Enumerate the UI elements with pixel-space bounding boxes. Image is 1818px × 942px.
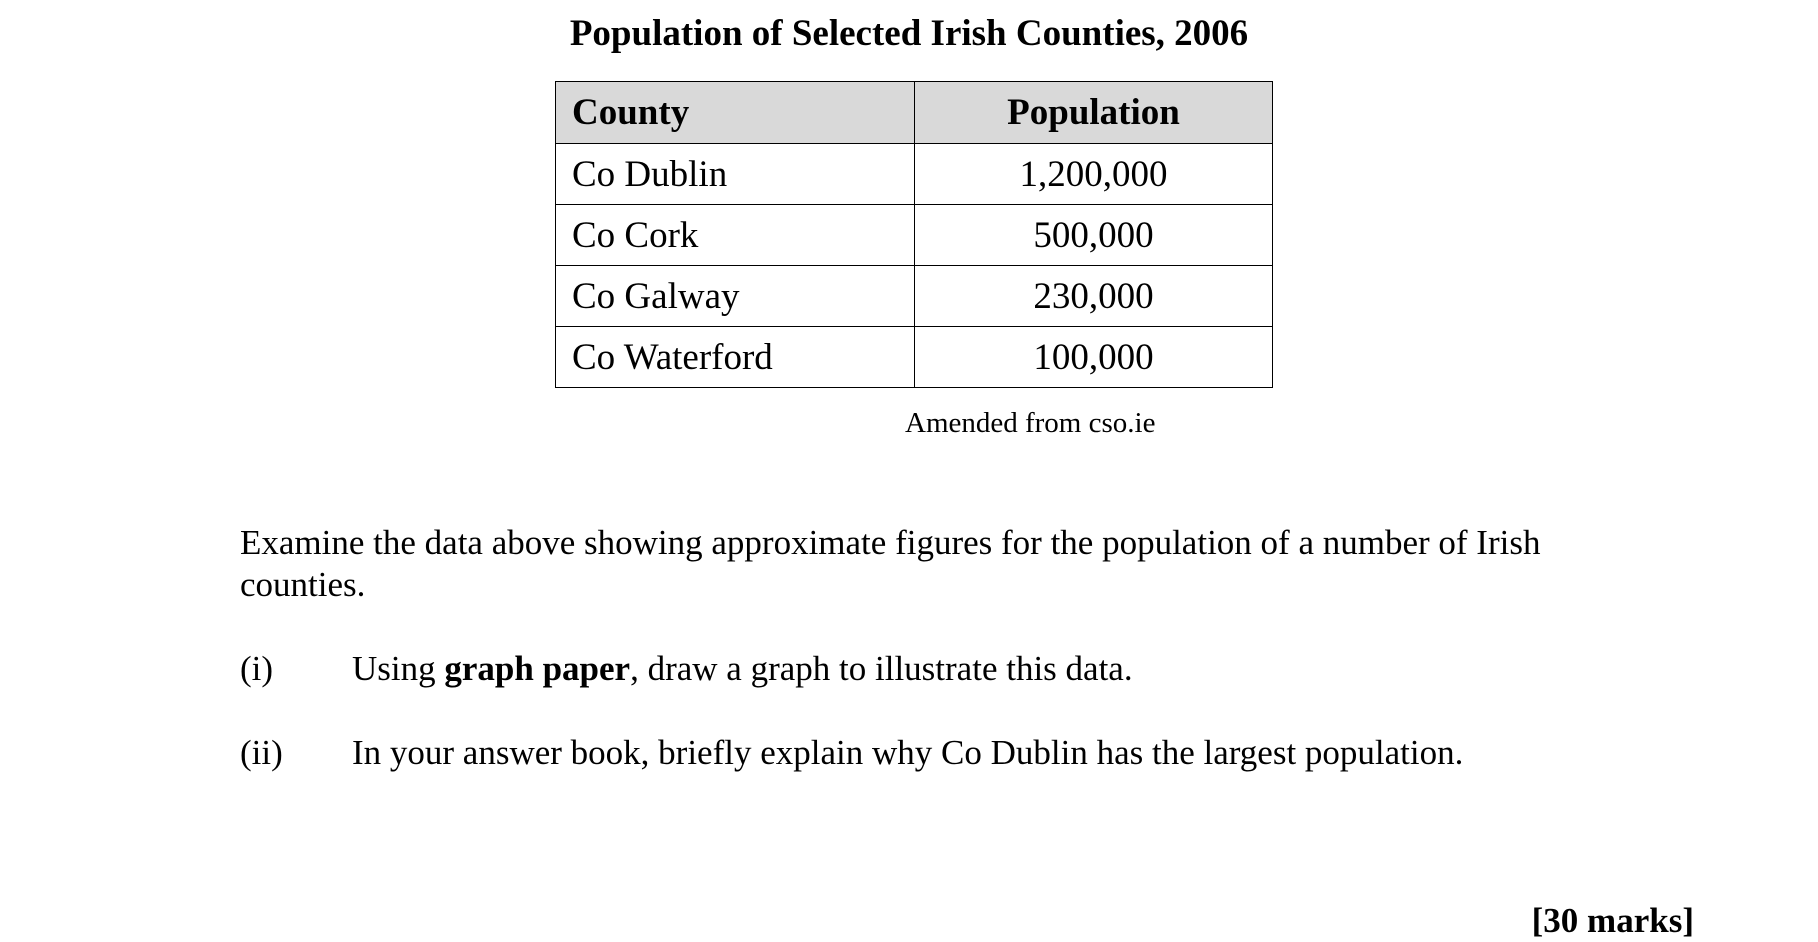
table-header-row <box>556 82 1273 144</box>
question-text-start: Using <box>352 649 445 688</box>
county-cell: Co Cork <box>556 205 915 266</box>
question-text-bold: graph paper <box>444 649 631 688</box>
county-cell: Co Dublin <box>556 144 915 205</box>
question-ii <box>240 732 1463 774</box>
table-row <box>556 327 1273 388</box>
population-cell: 1,200,000 <box>915 144 1273 205</box>
population-table <box>555 81 1273 388</box>
question-number: (i) <box>240 649 274 688</box>
question-text-end: , draw a graph to illustrate this data. <box>630 649 1133 688</box>
instruction-paragraph: Examine the data above showing approximate figures for the population of a number of Irish counties. <box>240 523 1541 604</box>
population-column-header: Population <box>915 82 1273 144</box>
population-cell: 500,000 <box>915 205 1273 266</box>
table-title: Population of Selected Irish Counties, 2006 <box>569 13 1249 54</box>
table-row <box>556 144 1273 205</box>
marks-label: [30 marks] <box>1531 901 1694 940</box>
question-number: (ii) <box>240 733 283 772</box>
county-cell: Co Galway <box>556 266 915 327</box>
county-column-header: County <box>556 82 915 144</box>
county-cell: Co Waterford <box>556 327 915 388</box>
question-i <box>240 648 1133 690</box>
table-row <box>556 205 1273 266</box>
source-caption: Amended from cso.ie <box>905 407 1156 439</box>
table-row <box>556 266 1273 327</box>
population-cell: 230,000 <box>915 266 1273 327</box>
population-cell: 100,000 <box>915 327 1273 388</box>
question-text: In your answer book, briefly explain why Co Dublin has the largest population. <box>352 733 1464 772</box>
